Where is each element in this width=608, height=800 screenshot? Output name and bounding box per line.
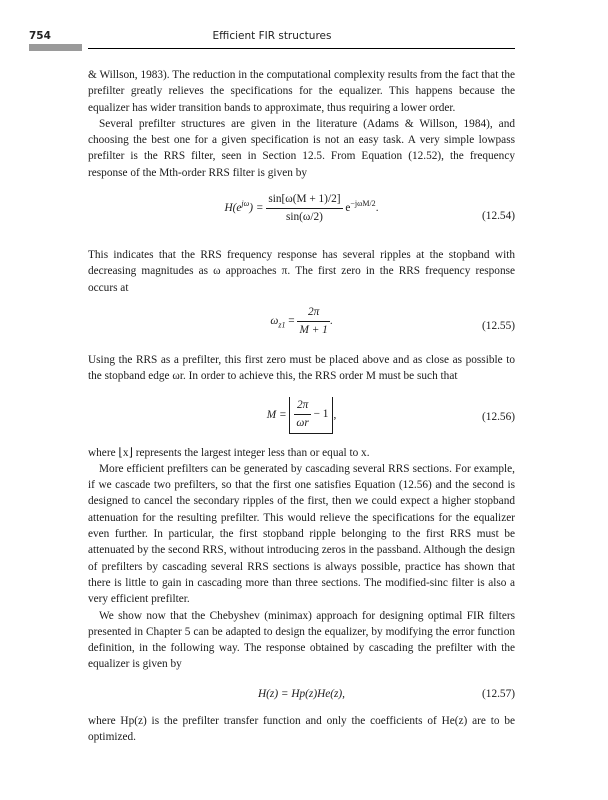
eq54-numerator: sin[ω(M + 1)/2] (266, 191, 342, 209)
eq55-trail: . (329, 315, 333, 328)
eq56-denominator: ωr (296, 416, 309, 429)
eq54-denominator: sin(ω/2) (285, 211, 323, 224)
equation-12-54 (88, 191, 515, 241)
equation-12-55 (88, 304, 515, 346)
paragraph-2: Several prefilter structures are given in the literature (Adams & Willson, 1984), and choosing the best one for a given specification is not an easy task. A very simple lowpass prefilter is the RRS filter, seen in Section 12.5. From Equation (12.52), the frequency response of the Mth-order RRS filter is given by (88, 117, 515, 179)
eq55-lhs: $\omega_{z1}$ (270, 315, 286, 330)
equation-label-12-55: (12.55) (482, 319, 515, 332)
eq56-floor (289, 397, 333, 434)
equation-12-57 (88, 683, 515, 705)
eq54-fraction (266, 191, 342, 226)
eq55-denominator: M + 1 (299, 323, 328, 336)
page-number: 754 (29, 30, 51, 42)
page-body (88, 67, 515, 745)
paragraph-5: where ⌊x⌋ represents the largest integer less than or equal to x. (88, 446, 370, 459)
equation-label-12-57: (12.57) (482, 687, 515, 700)
paragraph-8: where Hp(z) is the prefilter transfer function and only the coefficients of He(z) are to be optimized. (88, 714, 515, 744)
equation-label-12-56: (12.56) (482, 410, 515, 423)
eq56-numerator: 2π (294, 397, 310, 415)
chapter-tab-marker (29, 44, 82, 51)
eq57-expression: H(z) = Hp(z)He(z), (258, 687, 345, 700)
equation-12-56 (88, 395, 515, 439)
running-title: Efficient FIR structures (212, 30, 332, 42)
eq54-trail: . (375, 202, 379, 215)
paragraph-6: More efficient prefilters can be generated by cascading several RRS sections. For example, if we cascade two prefilters, so that the first one satisfies Equation (12.56) and the second is designed to cancel the secondary ripples of the first, then we could expect a higher stopband attenuation for the resulting prefilter. This would relieve the specifications for the equalizer even further. In particular, the first stopband ripple belonging to the first RRS must be attenuated by the second RRS, without introducing zeros in the passband. Although the design of prefilters by cascading several RRS sections is always possible, practice has shown that there is little to gain in cascading more than three sections. The modified-sinc filter is also a very efficient prefilter. (88, 462, 515, 606)
eq55-numerator: 2π (297, 304, 329, 322)
eq55-fraction (297, 304, 329, 339)
eq54-exponential: $e^{-j\omega M/2}$ (345, 199, 376, 215)
eq56-minus: − 1 (313, 407, 329, 420)
paragraph-7: We show now that the Chebyshev (minimax) approach for designing optimal FIR filters presented in Chapter 5 can be adapted to design the equalizer, by modifying the error function definition, in the following way. The response obtained by cascading the prefilter with the equalizer is given by (88, 609, 515, 671)
page-header (29, 30, 515, 46)
eq56-fraction (294, 397, 310, 432)
paragraph-3: This indicates that the RRS frequency response has several ripples at the stopband with decreasing magnitudes as ω approaches π. The first zero in the RRS frequency response occurs at (88, 249, 515, 294)
eq55-equals: = (288, 315, 295, 328)
equation-label-12-54: (12.54) (482, 210, 515, 223)
eq56-lhs: M = (266, 408, 287, 421)
paragraph-1: & Willson, 1983). The reduction in the computational complexity results from the fact that the prefilter greatly relieves the specifications for the equalizer. This happens because the equalizer has wider transition bands to approximate, thus requiring a lower order. (88, 69, 515, 114)
eq54-lhs: $H(e^{j\omega})$ = (224, 199, 264, 215)
paragraph-4: Using the RRS as a prefilter, this first zero must be placed above and as close as possible to the stopband edge ωr. In order to achieve this, the RRS order M must be such that (88, 353, 515, 383)
header-rule (88, 48, 515, 49)
eq56-trail: , (333, 408, 337, 421)
